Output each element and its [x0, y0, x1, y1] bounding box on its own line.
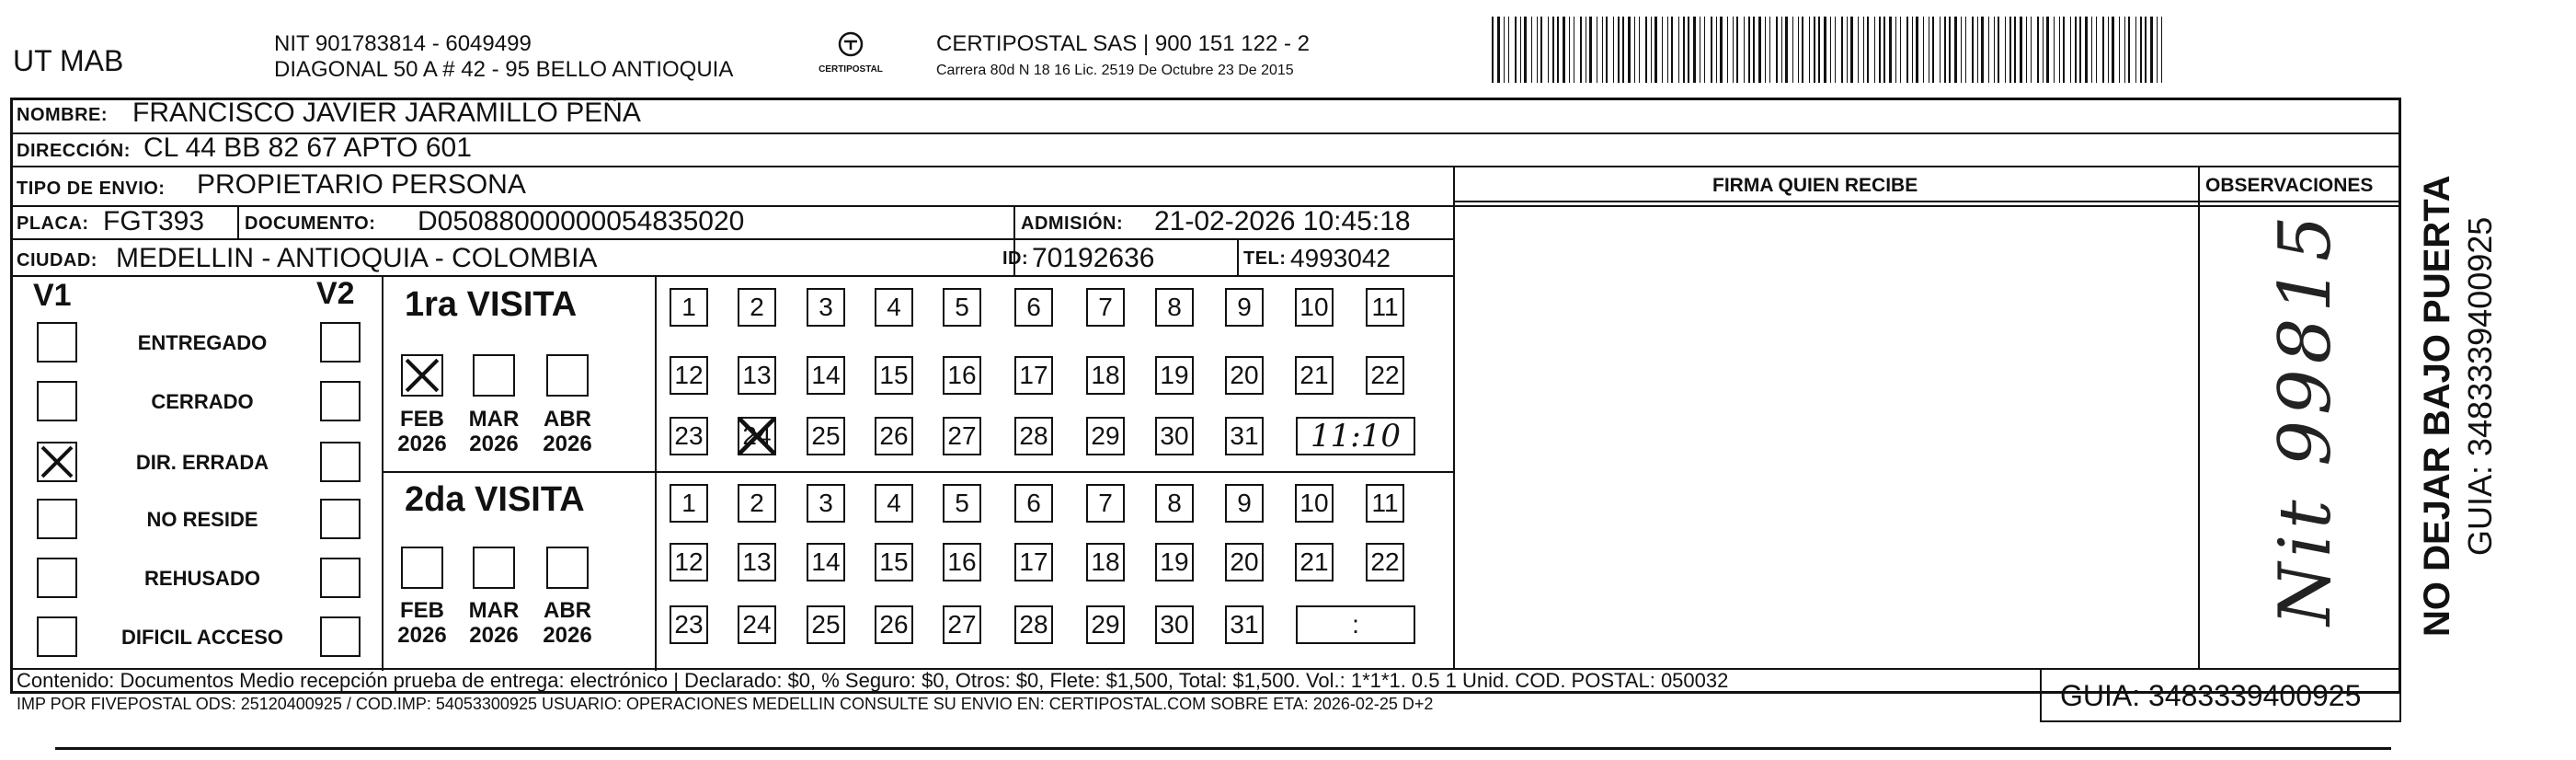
- observation-handwriting: Nit 99815: [2264, 210, 2347, 626]
- visit2-day-box[interactable]: 11: [1366, 484, 1404, 523]
- v1-checkbox[interactable]: [37, 442, 77, 482]
- visit2-day-box[interactable]: 7: [1086, 484, 1125, 523]
- v1-checkbox[interactable]: [37, 499, 77, 539]
- visit2-month-checkbox[interactable]: [546, 547, 589, 589]
- visit2-day-box[interactable]: 29: [1086, 605, 1125, 644]
- footer-print-line: IMP POR FIVEPOSTAL ODS: 25120400925 / COD.IMP: 54053300925 USUARIO: OPERACIONES MEDELLIN CONSULTE SU ENVIO EN: CERTIPOSTAL.COM SOBRE ETA: 2026-02-25 D+2: [17, 695, 1434, 713]
- sender-address: DIAGONAL 50 A # 42 - 95 BELLO ANTIOQUIA: [274, 57, 734, 82]
- visit2-month-checkbox[interactable]: [473, 547, 515, 589]
- visit1-month-year: 2026: [397, 432, 447, 456]
- certipostal-logo: [809, 29, 892, 81]
- visit1-month-name: FEB: [400, 407, 444, 432]
- visit1-day-box[interactable]: 22: [1366, 356, 1404, 395]
- firma-label: FIRMA QUIEN RECIBE: [1712, 175, 1918, 196]
- visit1-day-box[interactable]: 12: [670, 356, 708, 395]
- visit1-day-box[interactable]: 8: [1155, 288, 1194, 327]
- logo-text: CERTIPOSTAL: [819, 64, 883, 75]
- nombre-label: NOMBRE:: [17, 105, 109, 125]
- visit1-month-checkbox[interactable]: [401, 354, 443, 397]
- visit2-day-box[interactable]: 15: [875, 543, 913, 582]
- visit2-day-box[interactable]: 16: [943, 543, 981, 582]
- visit2-month-year: 2026: [469, 623, 519, 648]
- visit1-day-box[interactable]: 17: [1014, 356, 1053, 395]
- visit1-day-box[interactable]: 9: [1225, 288, 1264, 327]
- visit2-day-box[interactable]: 12: [670, 543, 708, 582]
- v1-label: V1: [33, 278, 72, 313]
- visit1-day-box[interactable]: 7: [1086, 288, 1125, 327]
- documento-label: DOCUMENTO:: [245, 213, 376, 234]
- nit-text: NIT 901783814 - 6049499: [274, 31, 532, 56]
- visit2-day-box[interactable]: 19: [1155, 543, 1194, 582]
- visit1-day-box[interactable]: 29: [1086, 417, 1125, 455]
- visit2-day-box[interactable]: 20: [1225, 543, 1264, 582]
- visit2-month-checkbox[interactable]: [401, 547, 443, 589]
- id-number: 70192636: [1032, 243, 1155, 273]
- carrier-license: Carrera 80d N 18 16 Lic. 2519 De Octubre 23 De 2015: [936, 63, 1294, 78]
- visit1-month-checkbox[interactable]: [473, 354, 515, 397]
- visit2-day-box[interactable]: 10: [1295, 484, 1334, 523]
- status-label: CERRADO: [151, 390, 254, 413]
- ciudad-label: CIUDAD:: [17, 250, 97, 271]
- status-label: DIR. ERRADA: [135, 451, 269, 474]
- phone-number: 4993042: [1290, 244, 1391, 272]
- visit2-day-box[interactable]: 5: [943, 484, 981, 523]
- visit2-day-box[interactable]: 14: [807, 543, 845, 582]
- visit1-day-box[interactable]: 28: [1014, 417, 1053, 455]
- visit1-day-box[interactable]: 5: [943, 288, 981, 327]
- visit1-day-box[interactable]: 6: [1014, 288, 1053, 327]
- visit2-day-box[interactable]: 28: [1014, 605, 1053, 644]
- visit1-month-name: MAR: [468, 407, 520, 432]
- visit1-day-box[interactable]: 13: [738, 356, 776, 395]
- visit1-day-box[interactable]: 21: [1295, 356, 1334, 395]
- visit2-day-box[interactable]: 3: [807, 484, 845, 523]
- v2-checkbox[interactable]: [320, 322, 361, 363]
- shipment-type: PROPIETARIO PERSONA: [197, 169, 526, 200]
- v2-checkbox[interactable]: [320, 616, 361, 657]
- visit1-day-box[interactable]: 26: [875, 417, 913, 455]
- v1-checkbox[interactable]: [37, 381, 77, 421]
- visit2-day-box[interactable]: 2: [738, 484, 776, 523]
- visit1-day-box[interactable]: 2: [738, 288, 776, 327]
- visit2-day-box[interactable]: 21: [1295, 543, 1334, 582]
- id-label: ID:: [1002, 248, 1029, 269]
- v2-checkbox[interactable]: [320, 381, 361, 421]
- visit2-time-box[interactable]: :: [1296, 605, 1415, 644]
- visit2-day-box[interactable]: 22: [1366, 543, 1404, 582]
- visit1-day-box[interactable]: 11: [1366, 288, 1404, 327]
- visit2-day-box[interactable]: 13: [738, 543, 776, 582]
- visit2-day-box[interactable]: 27: [943, 605, 981, 644]
- visit2-month-name: MAR: [468, 598, 520, 623]
- visit1-day-box[interactable]: 20: [1225, 356, 1264, 395]
- status-label: ENTREGADO: [137, 331, 268, 354]
- visit1-day-box[interactable]: 4: [875, 288, 913, 327]
- visit2-day-box[interactable]: 25: [807, 605, 845, 644]
- visit2-month-name: FEB: [400, 598, 444, 623]
- side-warning: NO DEJAR BAJO PUERTA: [2417, 175, 2457, 637]
- status-label: REHUSADO: [144, 567, 260, 590]
- visit1-month-checkbox[interactable]: [546, 354, 589, 397]
- barcode: [1492, 17, 2170, 83]
- v2-checkbox[interactable]: [320, 499, 361, 539]
- visit2-title: 2da VISITA: [405, 480, 585, 519]
- admission-datetime: 21-02-2026 10:45:18: [1154, 206, 1411, 236]
- visit1-month-name: ABR: [544, 407, 591, 432]
- visit1-day-box[interactable]: 14: [807, 356, 845, 395]
- visit2-day-box[interactable]: 26: [875, 605, 913, 644]
- logo-icon: [809, 29, 892, 81]
- visit1-time-box[interactable]: 11:10: [1296, 417, 1415, 455]
- city: MEDELLIN - ANTIOQUIA - COLOMBIA: [116, 243, 598, 273]
- visit1-day-box[interactable]: 16: [943, 356, 981, 395]
- visit1-day-box[interactable]: 30: [1155, 417, 1194, 455]
- visit1-day-box[interactable]: 24: [738, 417, 776, 455]
- visit1-day-box[interactable]: 10: [1295, 288, 1334, 327]
- direccion-label: DIRECCIÓN:: [17, 141, 131, 161]
- recipient-address: CL 44 BB 82 67 APTO 601: [143, 132, 472, 163]
- visit2-day-box[interactable]: 8: [1155, 484, 1194, 523]
- carrier-name: CERTIPOSTAL SAS | 900 151 122 - 2: [936, 31, 1310, 56]
- visit2-day-box[interactable]: 23: [670, 605, 708, 644]
- v1-checkbox[interactable]: [37, 558, 77, 598]
- visit1-title: 1ra VISITA: [405, 285, 578, 324]
- company-name: UT MAB: [13, 44, 124, 77]
- visit1-day-box[interactable]: 31: [1225, 417, 1264, 455]
- v2-checkbox[interactable]: [320, 558, 361, 598]
- bottom-rule: [55, 747, 2391, 750]
- plate-number: FGT393: [103, 206, 205, 236]
- footer-content-line: Contenido: Documentos Medio recepción prueba de entrega: electrónico | Declarado: $0, % Seguro: $0, Otros: $0, Flete: $1,500, Total: $1,500. Vol.: 1*1*1. 0.5 1 Unid. COD. POSTAL: 050032: [17, 669, 1729, 692]
- tel-label: TEL:: [1243, 248, 1287, 269]
- visit1-day-box[interactable]: 27: [943, 417, 981, 455]
- v1-checkbox[interactable]: [37, 616, 77, 657]
- v2-label: V2: [316, 276, 355, 311]
- v1-checkbox[interactable]: [37, 322, 77, 363]
- visit2-day-box[interactable]: 17: [1014, 543, 1053, 582]
- admision-label: ADMISIÓN:: [1021, 213, 1124, 234]
- tipo-envio-label: TIPO DE ENVIO:: [17, 178, 166, 199]
- visit2-day-box[interactable]: 30: [1155, 605, 1194, 644]
- visit2-day-box[interactable]: 18: [1086, 543, 1125, 582]
- v2-checkbox[interactable]: [320, 442, 361, 482]
- visit1-day-box[interactable]: 19: [1155, 356, 1194, 395]
- status-label: DIFICIL ACCESO: [120, 626, 283, 649]
- visit2-day-box[interactable]: 1: [670, 484, 708, 523]
- observaciones-label: OBSERVACIONES: [2205, 175, 2374, 196]
- footer-guia-number: GUIA: 3483339400925: [2060, 679, 2362, 712]
- placa-label: PLACA:: [17, 213, 89, 234]
- visit1-day-box[interactable]: 15: [875, 356, 913, 395]
- visit1-day-box[interactable]: 23: [670, 417, 708, 455]
- document-number: D05088000000054835020: [418, 206, 745, 236]
- visit1-day-box[interactable]: 1: [670, 288, 708, 327]
- visit1-day-box[interactable]: 3: [807, 288, 845, 327]
- side-guia: GUIA: 3483339400925: [2461, 216, 2499, 556]
- visit2-month-name: ABR: [544, 598, 591, 623]
- visit2-day-box[interactable]: 24: [738, 605, 776, 644]
- visit2-month-year: 2026: [397, 623, 447, 648]
- visit2-month-year: 2026: [543, 623, 592, 648]
- visit2-day-box[interactable]: 31: [1225, 605, 1264, 644]
- visit2-day-box[interactable]: 4: [875, 484, 913, 523]
- status-label: NO RESIDE: [146, 508, 258, 531]
- recipient-name: FRANCISCO JAVIER JARAMILLO PEÑA: [132, 98, 641, 128]
- visit1-day-box[interactable]: 25: [807, 417, 845, 455]
- visit1-month-year: 2026: [469, 432, 519, 456]
- visit2-day-box[interactable]: 9: [1225, 484, 1264, 523]
- visit1-month-year: 2026: [543, 432, 592, 456]
- visit2-day-box[interactable]: 6: [1014, 484, 1053, 523]
- visit1-day-box[interactable]: 18: [1086, 356, 1125, 395]
